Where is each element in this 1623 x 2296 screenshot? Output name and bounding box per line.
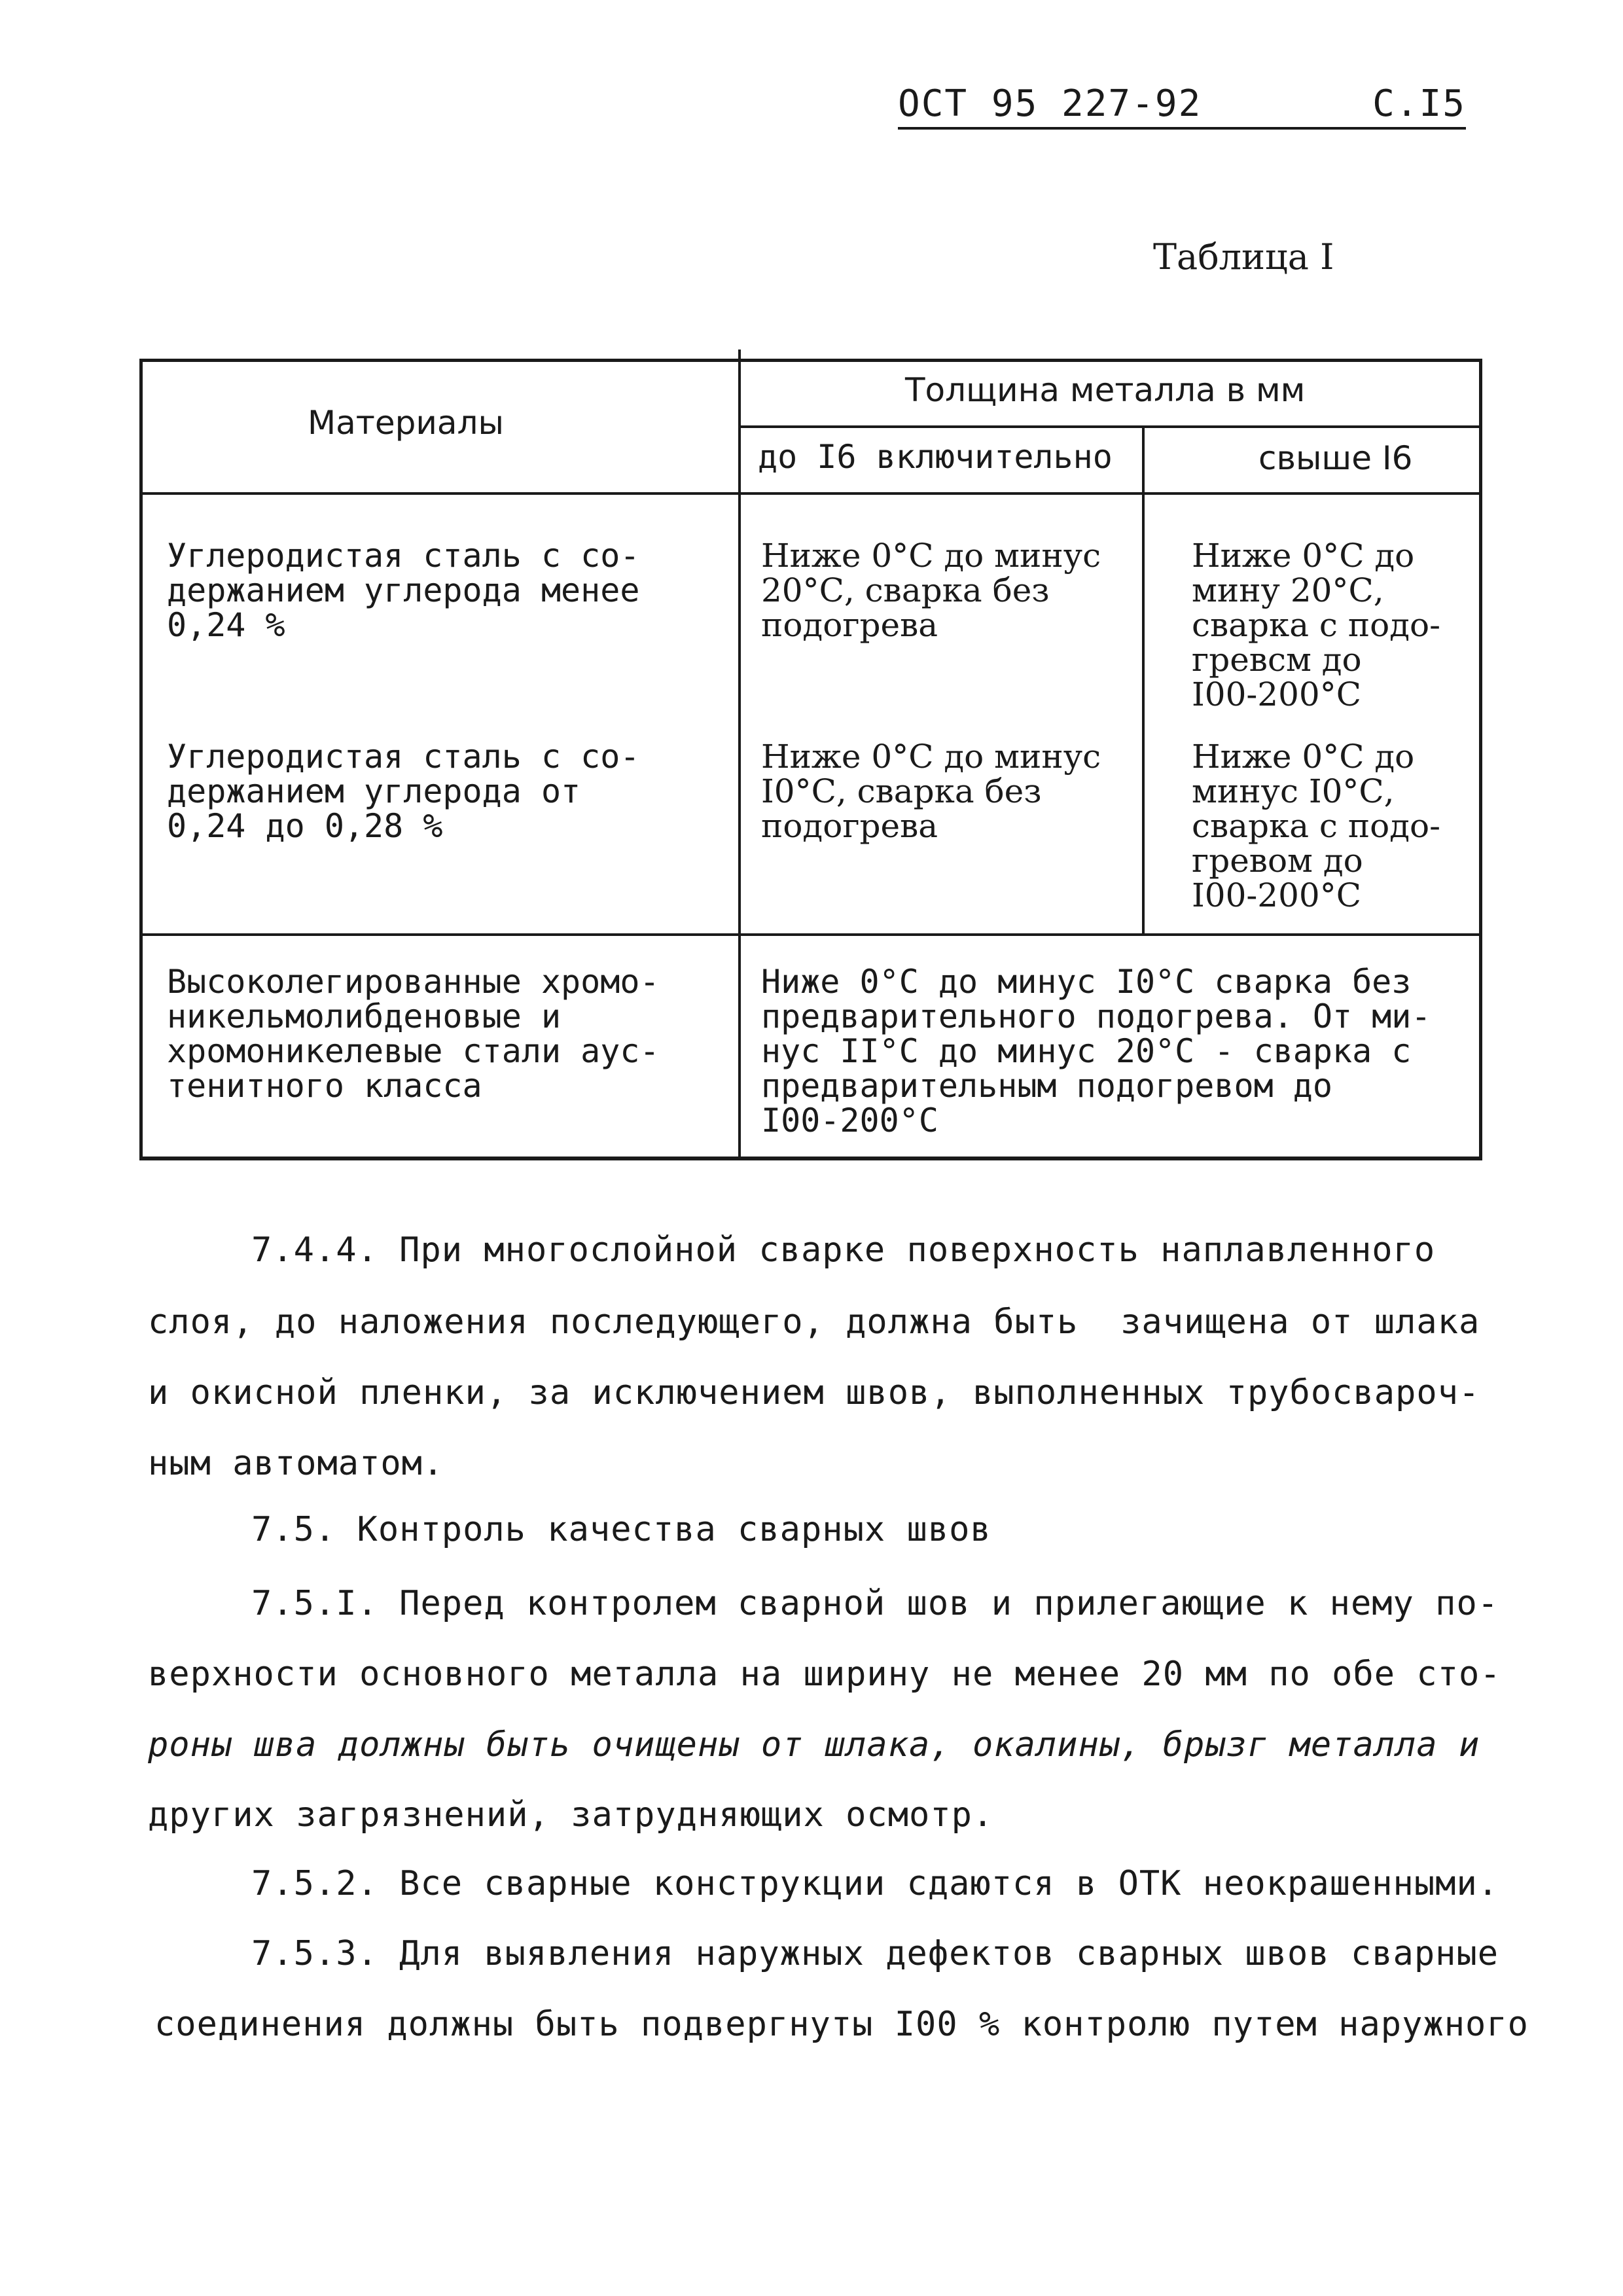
row1-above: Ниже 0°С до мину 20°С, сварка с подо- гревсм до I00-200°С — [1192, 537, 1441, 713]
section-7-5-title: 7.5. Контроль качества сварных швов — [251, 1510, 991, 1549]
row3-material: Высоколегированные хромо- никельмолибденовые и хромоникелевые стали аус- тенитного класса — [167, 963, 660, 1105]
paragraph-7-5-1-line1: 7.5.I. Перед контролем сварной шов и прилегающие к нему по- — [251, 1584, 1499, 1623]
row1-material: Углеродистая сталь с со- держанием углерода менее 0,24 % — [167, 537, 640, 644]
header-materials: Материалы — [308, 404, 504, 442]
table-border-bottom — [139, 1157, 1482, 1160]
paragraph-7-5-2: 7.5.2. Все сварные конструкции сдаются в ОТК неокрашенными. — [251, 1864, 1499, 1903]
column-divider-sub — [1142, 425, 1145, 935]
header-underline — [898, 127, 1466, 130]
paragraph-7-5-1-line4: других загрязнений, затрудняющих осмотр. — [148, 1795, 994, 1835]
table-caption: Таблица I — [1153, 236, 1334, 278]
row2-above: Ниже 0°С до минус I0°С, сварка с подо- гревом до I00-200°С — [1192, 738, 1441, 914]
table-border-top — [139, 359, 1482, 362]
paragraph-7-4-4-line2: слоя, до наложения последующего, должна быть зачищена от шлака — [148, 1302, 1480, 1342]
table-border-right — [1479, 359, 1482, 1160]
materials-table — [139, 359, 1482, 1160]
paragraph-7-5-3-line2: соединения должны быть подвергнуты I00 % контролю путем наружного — [154, 2005, 1529, 2044]
table-border-left — [139, 359, 143, 1160]
document-code: ОСТ 95 227-92 — [898, 82, 1202, 125]
paragraph-7-4-4-line3: и окисной пленки, за исключением швов, выполненных трубосвароч- — [148, 1373, 1480, 1412]
row2-upto: Ниже 0°С до минус I0°С, сварка без подогрева — [761, 738, 1101, 845]
row3-combined: Ниже 0°С до минус I0°С сварка без предварительного подогрева. От ми- нус II°С до минус 20°С - сварка с предварительным подогревом до I00-200°С — [761, 963, 1431, 1139]
page-header — [898, 77, 1466, 131]
paragraph-7-5-1-line3: роны шва должны быть очищены от шлака, окалины, брызг металла и — [148, 1725, 1480, 1765]
column-divider-main — [738, 350, 741, 1160]
paragraph-7-5-1-line2: верхности основного металла на ширину не менее 20 мм по обе сто- — [148, 1655, 1501, 1694]
paragraph-7-5-3-line1: 7.5.3. Для выявления наружных дефектов сварных швов сварные — [251, 1934, 1499, 1973]
paragraph-7-4-4-line4: ным автоматом. — [148, 1444, 444, 1483]
header-upto-16: до I6 включительно — [758, 438, 1113, 476]
header-above-16: свыше I6 — [1258, 439, 1413, 477]
row1-upto: Ниже 0°С до минус 20°С, сварка без подогрева — [761, 537, 1101, 644]
row-divider — [139, 933, 1482, 936]
subheader-rule — [740, 425, 1482, 428]
row2-material: Углеродистая сталь с со- держанием углерода от 0,24 до 0,28 % — [167, 738, 640, 845]
page-number: С.I5 — [1372, 82, 1466, 125]
header-thickness: Толщина металла в мм — [905, 371, 1306, 409]
header-bottom-rule — [139, 492, 1482, 495]
paragraph-7-4-4-line1: 7.4.4. При многослойной сварке поверхность наплавленного — [251, 1230, 1436, 1270]
